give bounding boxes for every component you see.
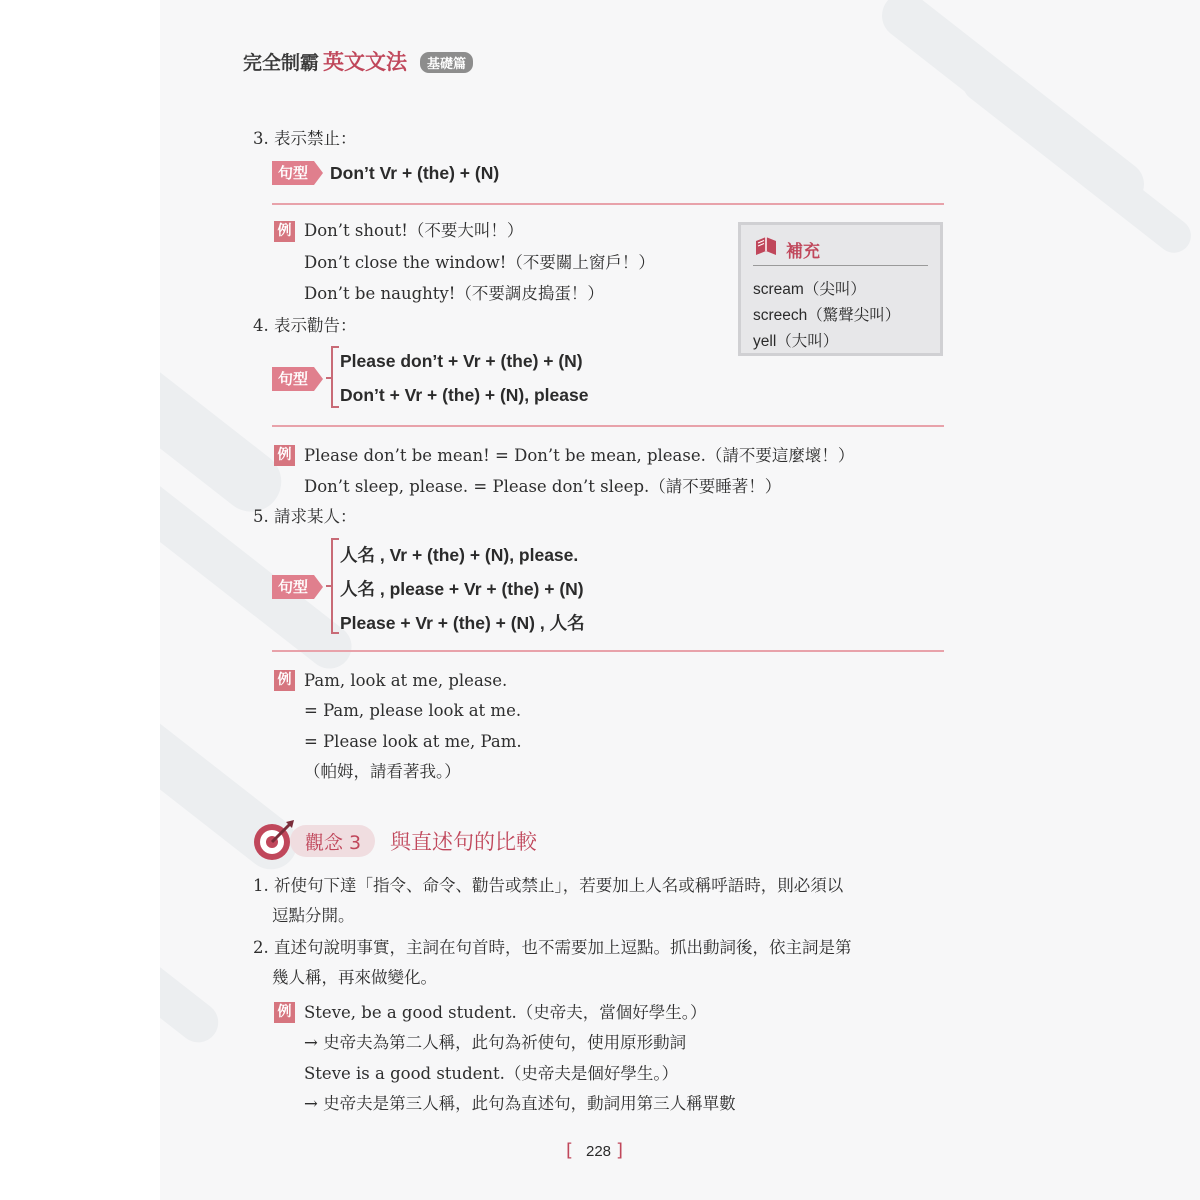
brand-prefix: 完全制霸 (243, 52, 320, 74)
point-line: 逗點分開。 (272, 906, 355, 925)
page-number: 228 (586, 1143, 612, 1160)
example-line: → 史帝夫是第三人稱，此句為直述句，動詞用第三人稱單數 (304, 1094, 736, 1113)
example-line: （帕姆，請看著我。） (304, 762, 461, 781)
supplement-box (738, 222, 943, 356)
divider (272, 425, 944, 427)
brand-badge: 基礎篇 (420, 52, 473, 73)
example-marker: 例 (274, 221, 295, 242)
example-line: Steve, be a good student.（史帝夫，當個好學生。） (304, 1003, 707, 1022)
example-line: Pam, look at me, please. (304, 671, 508, 690)
divider (272, 203, 944, 205)
decor-stripe (160, 156, 293, 523)
section-heading: 4. 表示勸告： (253, 316, 357, 335)
example-line: = Please look at me, Pam. (304, 732, 522, 751)
point-line: 1. 祈使句下達「指令、命令、勸告或禁止」，若要加上人名或稱呼語時，則必須以 (253, 876, 844, 895)
pattern-text: Please + Vr + (the) + (N) , 人名 (340, 613, 585, 633)
pattern-tag: 句型 (272, 575, 314, 599)
section-heading: 5. 請求某人： (253, 507, 357, 526)
pattern-text: 人名 , please + Vr + (the) + (N) (340, 579, 584, 599)
supplement-divider (753, 265, 928, 266)
example-line: → 史帝夫為第二人稱，此句為祈使句，使用原形動詞 (304, 1033, 687, 1052)
example-line: Don’t be naughty!（不要調皮搗蛋！） (304, 284, 604, 303)
pattern-text: 人名 , Vr + (the) + (N), please. (340, 545, 579, 565)
example-marker: 例 (274, 445, 295, 466)
page-bracket-right: ] (616, 1140, 624, 1161)
pattern-text: Please don’t + Vr + (the) + (N) (340, 351, 583, 371)
point-line: 幾人稱，再來做變化。 (272, 968, 437, 987)
example-marker: 例 (274, 1002, 295, 1023)
pattern-tag: 句型 (272, 161, 314, 185)
supplement-title: 補充 (786, 242, 820, 262)
example-line: Please don’t be mean! = Don’t be mean, please.（請不要這麼壞！） (304, 446, 855, 465)
left-margin (0, 0, 160, 1200)
divider (272, 650, 944, 652)
pattern-bracket-tip (326, 377, 331, 379)
decor-stripe (956, 60, 1198, 259)
pattern-bracket (331, 346, 339, 408)
book-icon (753, 235, 779, 259)
concept-title: 與直述句的比較 (390, 830, 537, 854)
example-line: = Pam, please look at me. (304, 701, 522, 720)
example-line: Don’t shout!（不要大叫！） (304, 221, 524, 240)
concept-label: 觀念 3 (305, 832, 362, 854)
supplement-item: scream（尖叫） (753, 281, 866, 298)
pattern-text: Don’t + Vr + (the) + (N), please (340, 385, 589, 405)
supplement-item: screech（驚聲尖叫） (753, 307, 901, 324)
pattern-text: Don’t Vr + (the) + (N) (330, 163, 500, 183)
supplement-item: yell（大叫） (753, 333, 839, 350)
section-heading: 3. 表示禁止： (253, 129, 357, 148)
point-line: 2. 直述句說明事實，主詞在句首時，也不需要加上逗點。抓出動詞後，依主詞是第 (253, 938, 852, 957)
example-marker: 例 (274, 670, 295, 691)
example-line: Steve is a good student.（史帝夫是個好學生。） (304, 1064, 679, 1083)
pattern-tag: 句型 (272, 367, 314, 391)
example-line: Don’t close the window!（不要關上窗戶！） (304, 253, 655, 272)
pattern-bracket-tip (326, 585, 331, 587)
pattern-bracket (331, 538, 339, 634)
page-bracket-left: [ (566, 1140, 574, 1161)
example-line: Don’t sleep, please. = Please don’t sleep.（請不要睡著！） (304, 477, 782, 496)
brand-title: 英文文法 (323, 50, 407, 74)
decor-stripe (160, 810, 226, 1051)
